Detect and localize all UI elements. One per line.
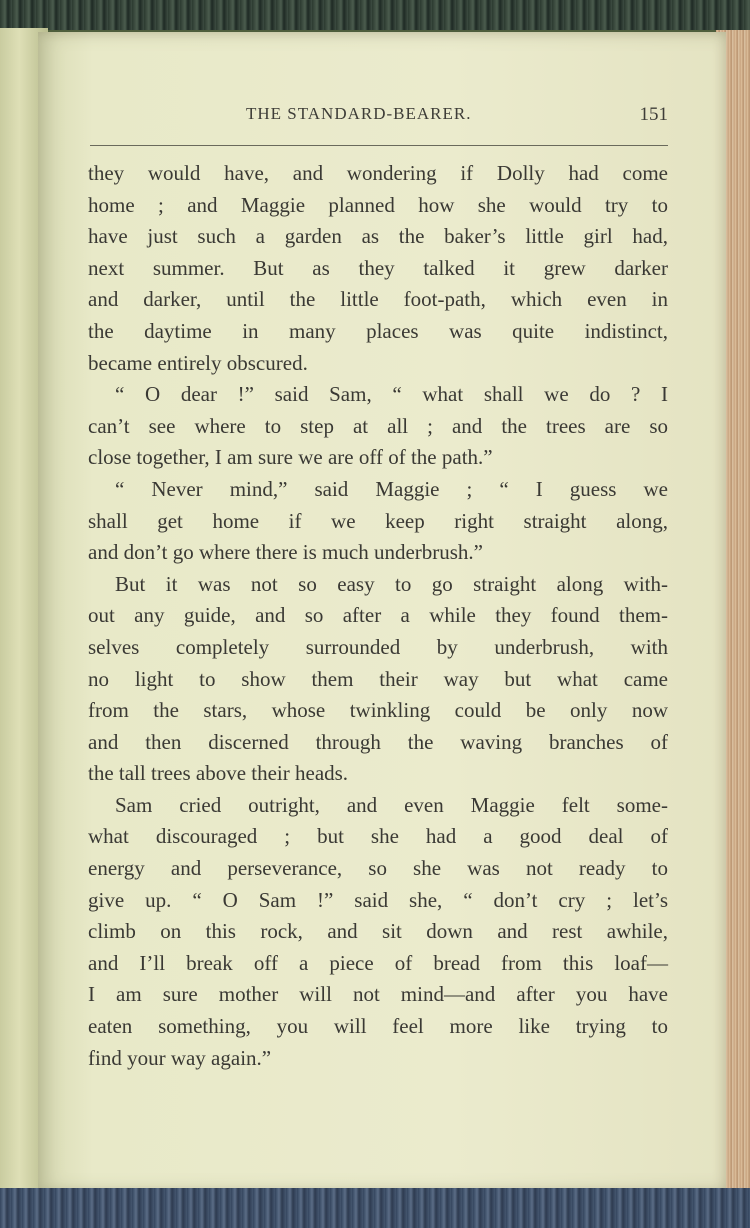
text-line: give up. “ O Sam !” said she, “ don’t cry ; let’s <box>88 887 668 912</box>
body-text <box>88 158 668 1074</box>
text-line: selves completely surrounded by underbrush, with <box>88 634 668 659</box>
text-line: eaten something, you will feel more like trying to <box>88 1014 668 1039</box>
text-line: “ O dear !” said Sam, “ what shall we do ? I <box>115 382 668 407</box>
text-line: can’t see where to step at all ; and the trees are so <box>88 413 668 438</box>
book-binding-bottom <box>0 1188 750 1228</box>
running-title: THE STANDARD-BEARER. <box>246 104 472 123</box>
header-rule <box>90 145 668 146</box>
book-binding-top <box>0 0 750 30</box>
text-line: became entirely obscured. <box>88 350 308 375</box>
text-line: energy and perseverance, so she was not ready to <box>88 856 668 881</box>
text-line: I am sure mother will not mind—and after you have <box>88 982 668 1007</box>
page-number: 151 <box>639 104 668 125</box>
text-line: and I’ll break off a piece of bread from this loaf— <box>88 950 668 975</box>
text-line: climb on this rock, and sit down and rest awhile, <box>88 919 668 944</box>
text-line: home ; and Maggie planned how she would try to <box>88 192 668 217</box>
running-head <box>88 104 668 132</box>
text-line: no light to show them their way but what came <box>88 666 668 691</box>
text-line: close together, I am sure we are off of the path.” <box>88 445 493 470</box>
text-line: the tall trees above their heads. <box>88 761 349 786</box>
text-line: “ Never mind,” said Maggie ; “ I guess we <box>115 476 668 501</box>
text-line: Sam cried outright, and even Maggie felt some- <box>115 792 668 817</box>
text-line: have just such a garden as the baker’s little girl had, <box>88 224 668 249</box>
text-line: find your way again.” <box>88 1045 272 1070</box>
text-line: and then discerned through the waving branches of <box>88 729 668 754</box>
text-line: and darker, until the little foot-path, which even in <box>88 287 668 312</box>
text-line: from the stars, whose twinkling could be only now <box>88 698 668 723</box>
text-line: and don’t go where there is much underbrush.” <box>88 540 484 565</box>
text-line: they would have, and wondering if Dolly had come <box>88 161 668 185</box>
text-line: But it was not so easy to go straight along with- <box>115 571 668 596</box>
text-line: out any guide, and so after a while they found them- <box>88 603 668 628</box>
text-line: the daytime in many places was quite indistinct, <box>88 318 668 343</box>
text-line: next summer. But as they talked it grew darker <box>88 255 668 280</box>
text-line: shall get home if we keep right straight along, <box>88 508 668 533</box>
text-line: what discouraged ; but she had a good deal of <box>88 824 668 849</box>
